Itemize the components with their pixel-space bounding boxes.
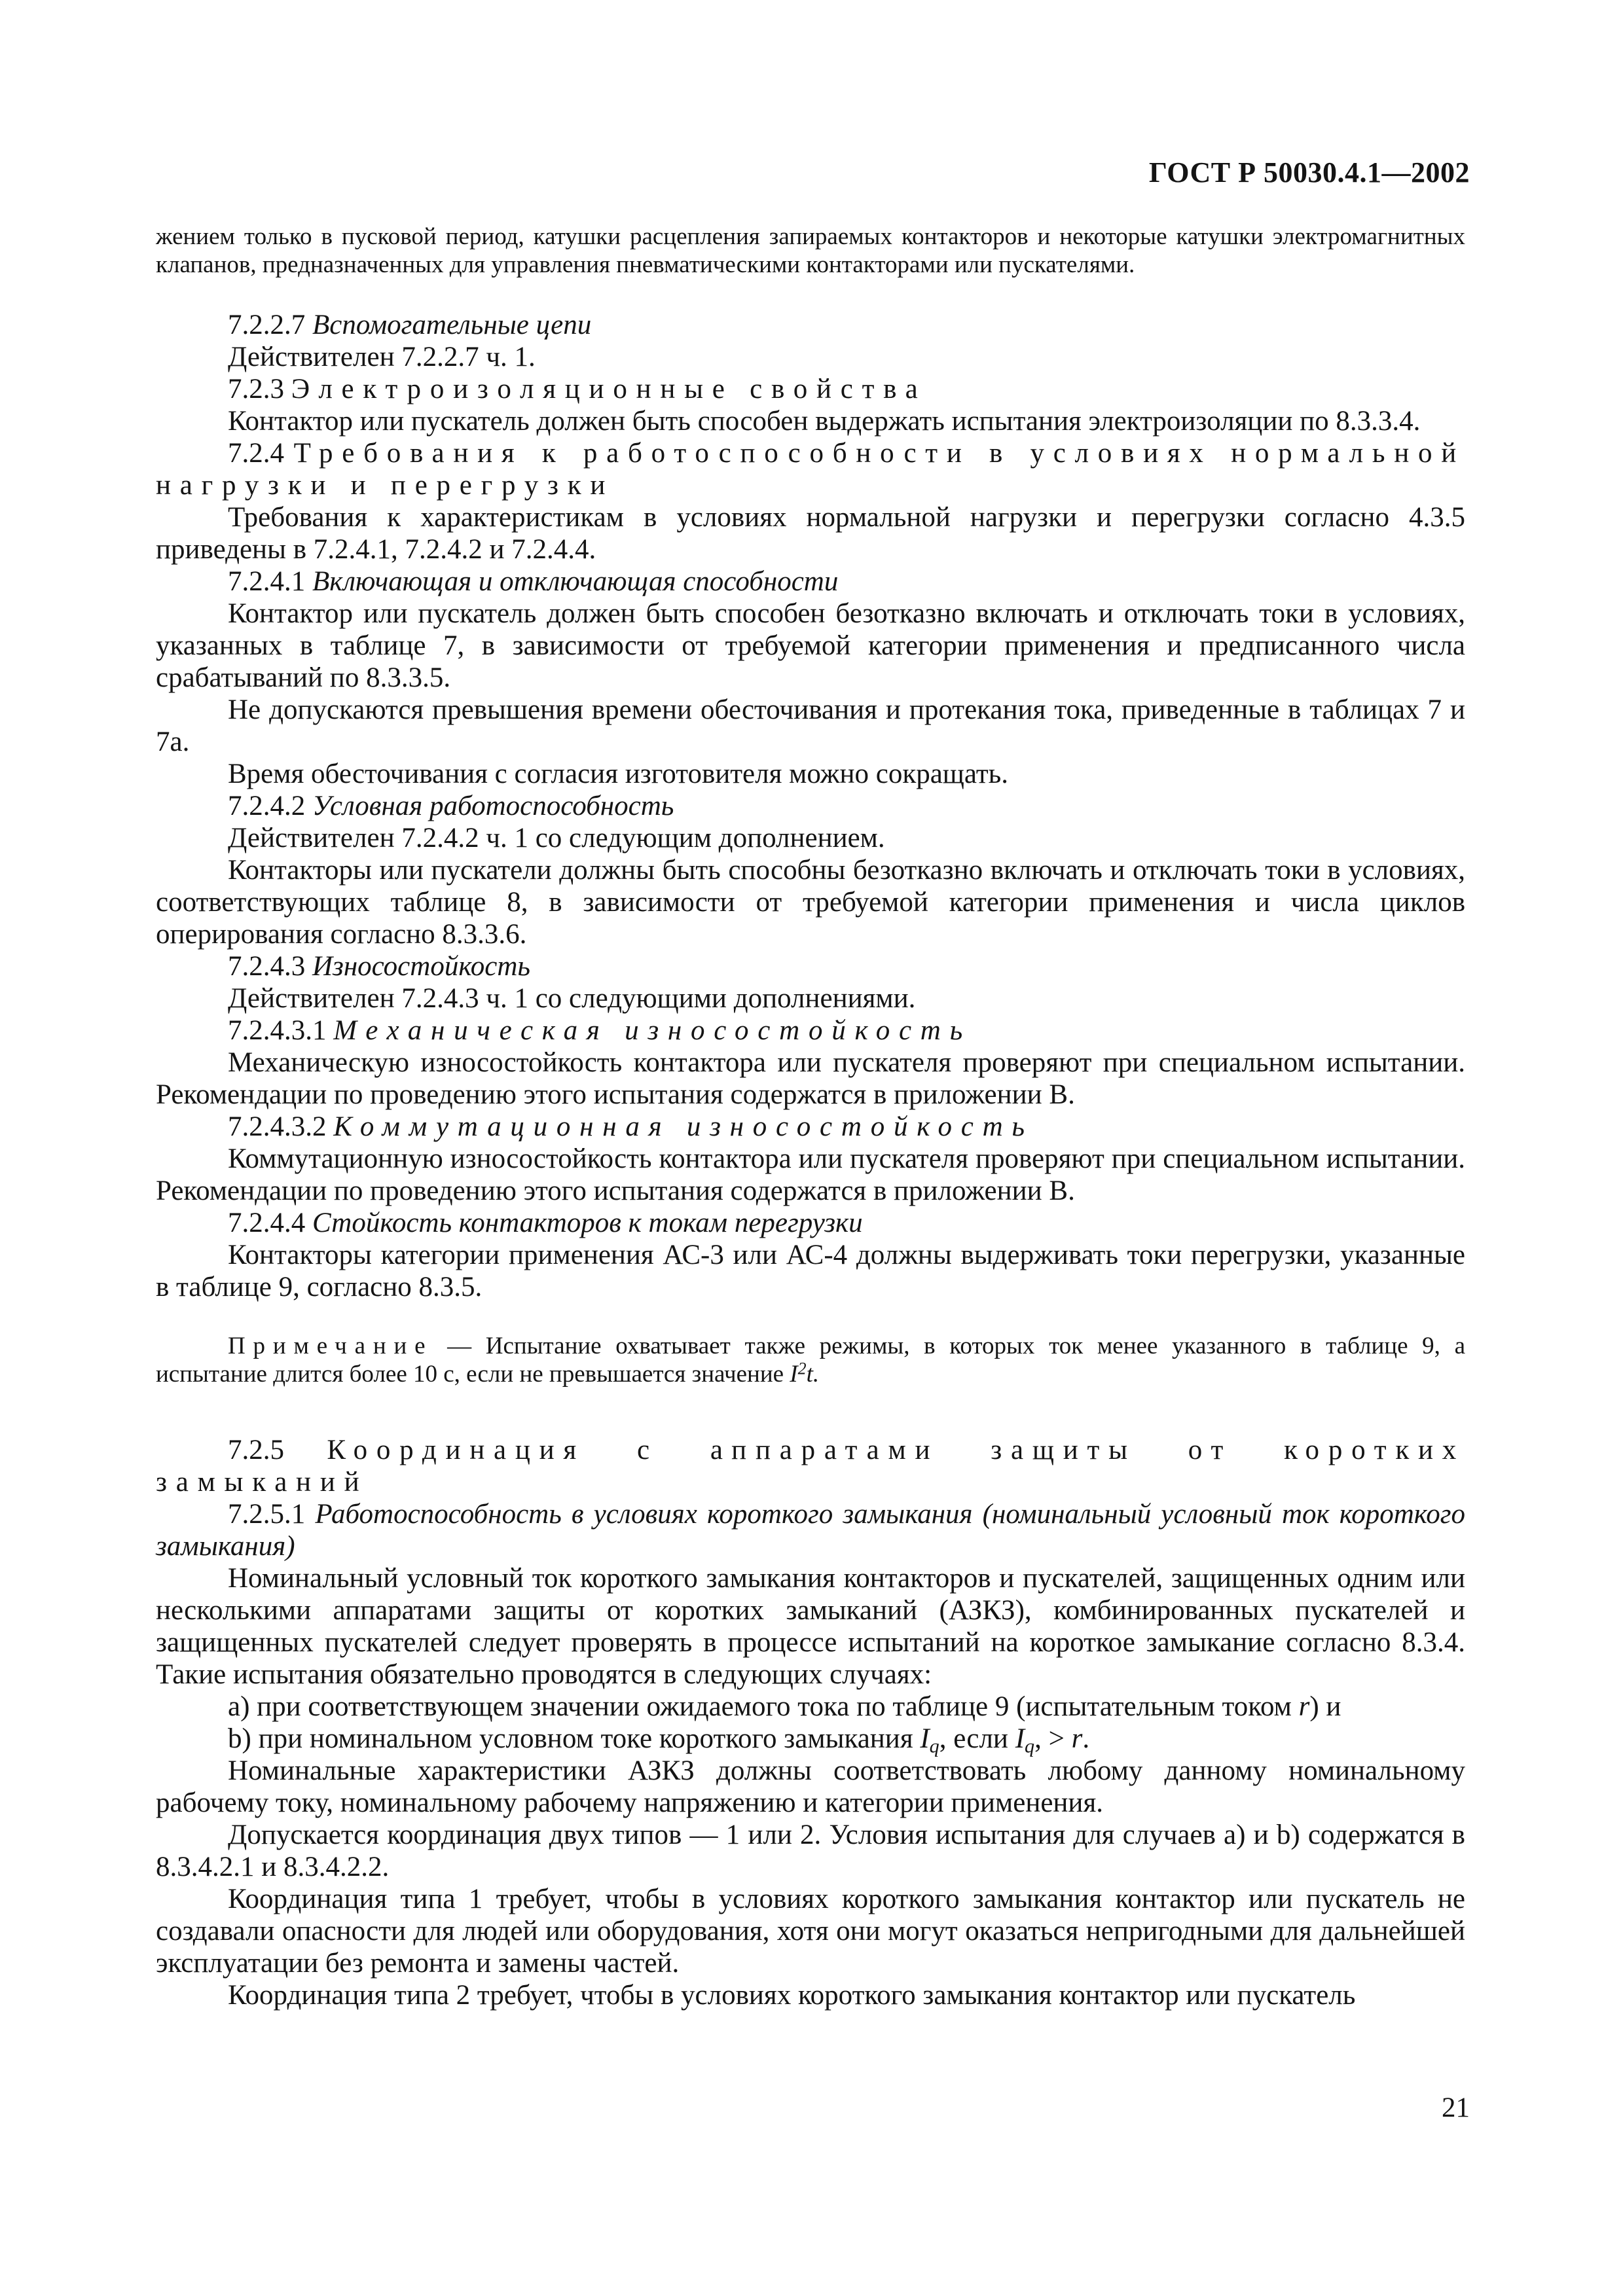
page-number: 21: [1442, 2092, 1470, 2123]
paragraph-7-2-5-1-a: Номинальный условный ток короткого замыкания контакторов и пускателей, защищенных одним или несколькими аппаратами защиты от коротких замыканий (АЗКЗ), комбинированных пускателей и защищенных пускателей следует проверять в процессе испытаний на короткое замыкание согласно 8.3.4. Такие испытания обязательно проводятся в следующих случаях:: [156, 1563, 1465, 1690]
paragraph-7-2-4-4: Контакторы категории применения АС-3 или АС-4 должны выдерживать токи перегрузки, указанные в таблице 9, согласно 8.3.5.: [156, 1240, 1465, 1302]
list-item-b: b) при номинальном условном токе короткого замыкания $I_q$, если $I_q$, > r.: [228, 1723, 1090, 1757]
paragraph-7-2-5-1-c: Допускается координация двух типов — 1 или 2. Условия испытания для случаев а) и b) содержатся в 8.3.4.2.1 и 8.3.4.2.2.: [156, 1820, 1465, 1882]
heading-7-2-5: 7.2.5 Координация с аппаратами защиты от коротких замыканий: [156, 1435, 1466, 1498]
heading-7-2-3: 7.2.3 Электроизоляционные свойства: [228, 374, 927, 404]
paragraph-7-2-2-7: Действителен 7.2.2.7 ч. 1.: [228, 342, 536, 372]
paragraph-7-2-4-1-c: Время обесточивания с согласия изготовителя можно сокращать.: [228, 759, 1009, 789]
heading-7-2-5-1: 7.2.5.1 Работоспособность в условиях короткого замыкания (номинальный условный ток короткого замыкания): [156, 1499, 1465, 1562]
paragraph-7-2-4-1-a: Контактор или пускатель должен быть способен безотказно включать и отключать токи в условиях, указанных в таблице 7, в зависимости от требуемой категории применения и предписанного числа срабатываний по 8.3.3.5.: [156, 598, 1465, 693]
paragraph-7-2-5-1-b: Номинальные характеристики АЗКЗ должны соответствовать любому данному номинальному рабочему току, номинальному рабочему напряжению и категории применения.: [156, 1755, 1465, 1818]
heading-7-2-4: 7.2.4 Требования к работоспособности в условиях нормальной нагрузки и перегрузки: [156, 438, 1465, 501]
paragraph-7-2-4-2-a: Действителен 7.2.4.2 ч. 1 со следующим дополнением.: [228, 823, 885, 853]
note-paragraph: Примечание — Испытание охватывает также режимы, в которых ток менее указанного в таблице 9, а испытание длится более 10 с, если не превышается значение $I^2t$.: [156, 1333, 1465, 1388]
paragraph-7-2-4-3-2: Коммутационную износостойкость контактора или пускателя проверяют при специальном испытании. Рекомендации по проведению этого испытания содержатся в приложении В.: [156, 1143, 1465, 1206]
paragraph-7-2-4-1-b: Не допускаются превышения времени обесточивания и протекания тока, приведенные в таблицах 7 и 7а.: [156, 694, 1465, 757]
note-label: Примечание: [228, 1333, 433, 1359]
paragraph-7-2-4-2-b: Контакторы или пускатели должны быть способны безотказно включать и отключать токи в условиях, соответствующих таблице 8, в зависимости от требуемой категории применения и числа циклов оперирования согласно 8.3.3.6.: [156, 855, 1465, 950]
paragraph-7-2-4-3-1: Механическую износостойкость контактора или пускателя проверяют при специальном испытании. Рекомендации по проведению этого испытания содержатся в приложении В.: [156, 1047, 1465, 1110]
heading-7-2-4-3-2: 7.2.4.3.2 Коммутационная износостойкость: [228, 1111, 1034, 1142]
paragraph-7-2-5-1-d: Координация типа 1 требует, чтобы в условиях короткого замыкания контактор или пускатель не создавали опасности для людей или оборудования, хотя они могут оказаться непригодными для дальнейшей эксплуатации без ремонта и замены частей.: [156, 1884, 1465, 1979]
heading-7-2-4-3-1: 7.2.4.3.1 Механическая износостойкость: [228, 1015, 972, 1046]
paragraph-7-2-4-3: Действителен 7.2.4.3 ч. 1 со следующими дополнениями.: [228, 983, 916, 1014]
heading-7-2-4-2: 7.2.4.2 Условная работоспособность: [228, 791, 674, 821]
paragraph-7-2-3: Контактор или пускатель должен быть способен выдержать испытания электроизоляции по 8.3.3.4.: [228, 406, 1421, 437]
document-body: [156, 223, 1465, 2011]
document-header: ГОСТ Р 50030.4.1—2002: [1148, 156, 1470, 188]
formula-i2t: $I^2t$.: [790, 1359, 820, 1388]
heading-7-2-2-7: 7.2.2.7 Вспомогательные цепи: [228, 310, 592, 340]
intro-paragraph: жением только в пусковой период, катушки расцепления запираемых контакторов и некоторые катушки электромагнитных клапанов, предназначенных для управления пневматическими контакторами или пускателями.: [156, 223, 1465, 278]
paragraph-7-2-4: Требования к характеристикам в условиях нормальной нагрузки и перегрузки согласно 4.3.5 приведены в 7.2.4.1, 7.2.4.2 и 7.2.4.4.: [156, 502, 1465, 565]
list-item-a: а) при соответствующем значении ожидаемого тока по таблице 9 (испытательным током r) и: [228, 1691, 1341, 1722]
heading-7-2-4-3: 7.2.4.3 Износостойкость: [228, 951, 530, 982]
heading-7-2-4-1: 7.2.4.1 Включающая и отключающая способности: [228, 566, 839, 597]
heading-7-2-4-4: 7.2.4.4 Стойкость контакторов к токам перегрузки: [228, 1208, 863, 1238]
paragraph-7-2-5-1-e: Координация типа 2 требует, чтобы в условиях короткого замыкания контактор или пускатель: [228, 1980, 1356, 2011]
